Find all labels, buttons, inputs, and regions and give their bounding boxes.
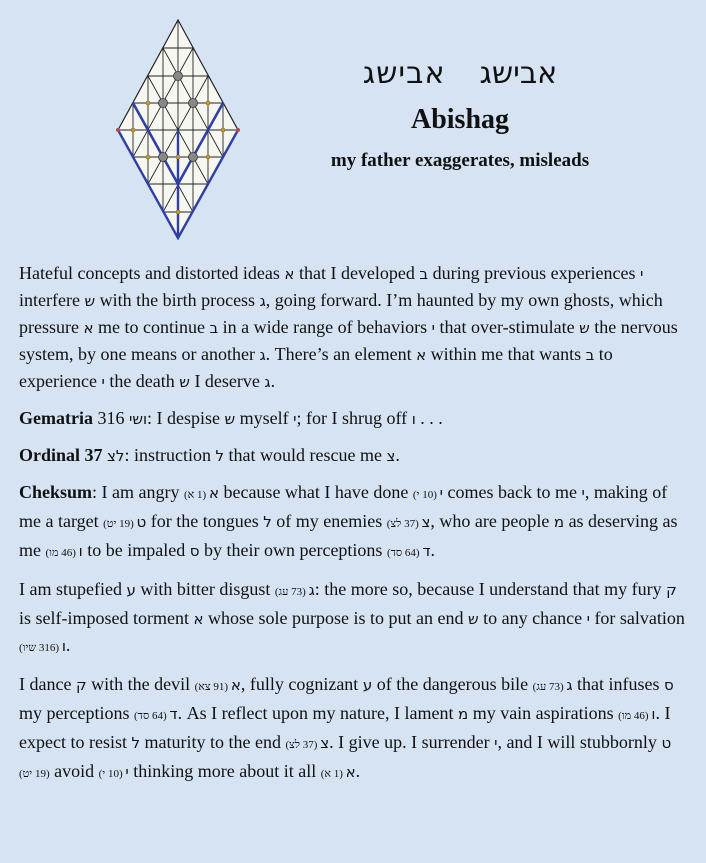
text-run: . As I reflect upon my nature, I lament — [177, 703, 458, 723]
paragraph — [19, 479, 687, 566]
paleo-letter: י — [439, 484, 443, 502]
text-run: me to continue — [93, 317, 210, 337]
paragraph — [19, 405, 687, 432]
text-run: the nervous system, by one means or another — [19, 317, 678, 364]
paleo-letter: י — [125, 763, 129, 781]
numeric-reference: (64 סד) — [386, 547, 423, 559]
text-run: myself — [235, 408, 294, 428]
text-run: my vain aspirations — [468, 703, 619, 723]
paleo-letter: ו — [78, 542, 83, 560]
text-run: , who are people — [430, 511, 554, 531]
text-run: with bitter disgust — [135, 579, 275, 599]
paleo-letter: ב — [209, 319, 219, 337]
numeric-reference: (91 צא) — [194, 681, 231, 693]
text-run: . — [430, 540, 436, 560]
paleo-letter: ק — [666, 581, 677, 599]
text-run: with the devil — [86, 674, 195, 694]
text-run: because what I have done — [218, 482, 413, 502]
text-run: that over-stimulate — [434, 317, 580, 337]
paleo-letter: ק — [75, 676, 87, 694]
paleo-letter: ע — [126, 581, 136, 599]
numeric-reference: (316 שיו) — [19, 642, 62, 654]
paragraph — [19, 442, 687, 469]
text-run: the death — [104, 371, 180, 391]
text-run: . There’s an element — [265, 344, 417, 364]
paragraph — [19, 576, 687, 661]
paleo-letter: צ — [386, 447, 396, 465]
text-run: I am stupefied — [19, 579, 127, 599]
numeric-reference: (10 י) — [412, 489, 440, 501]
text-run: I dance — [19, 674, 76, 694]
paleo-letter: ל — [215, 447, 224, 465]
numeric-reference: (73 עג) — [274, 586, 309, 598]
paleo-letter: ש — [179, 373, 190, 391]
paleo-letter: י — [431, 319, 435, 337]
paleo-letter: א — [83, 319, 94, 337]
commentary-body — [19, 260, 687, 797]
text-run: of the dangerous bile — [372, 674, 533, 694]
paleo-letter: א — [416, 346, 427, 364]
paleo-letter: ג — [259, 292, 266, 310]
text-run: . — [355, 761, 361, 781]
paleo-letter: י — [101, 373, 105, 391]
numeric-reference: (73 עג) — [532, 681, 567, 693]
text-run: that would rescue me — [223, 445, 387, 465]
paleo-letter: ש — [579, 319, 590, 337]
text-run: is self-imposed torment — [19, 608, 194, 628]
text-run: . I expect to resist — [19, 703, 671, 752]
title-scripts — [250, 50, 670, 96]
numeric-reference: (37 לצ) — [386, 518, 422, 530]
numeric-reference: (1 א) — [320, 768, 346, 780]
paleo-letter: א — [193, 610, 204, 628]
text-run: 316 — [92, 408, 129, 428]
paleo-hebrew-title: ג‎ש‎י‎ב‎א — [362, 55, 446, 91]
paleo-letter: צ — [421, 513, 431, 531]
numeric-reference: (1 א) — [184, 489, 209, 501]
paleo-letter: ש — [84, 292, 96, 310]
paleo-letter: ושי — [128, 410, 148, 428]
text-run: Hateful concepts and distorted ideas — [19, 263, 285, 283]
text-run: that I developed — [294, 263, 420, 283]
paleo-letter: מ — [457, 705, 469, 723]
paleo-letter: א — [208, 484, 219, 502]
text-run: maturity to the end — [140, 732, 286, 752]
paleo-letter: מ — [553, 513, 565, 531]
paleo-letter: א — [230, 676, 241, 694]
section-label: Gematria — [19, 408, 93, 428]
hebrew-title: אבישג — [479, 55, 558, 91]
paleo-letter: ס — [189, 542, 200, 560]
text-run: by their own perceptions — [199, 540, 387, 560]
paleo-letter: י — [640, 265, 644, 283]
paleo-letter: ט — [661, 734, 672, 752]
paleo-letter: ל — [263, 513, 272, 531]
text-run: whose sole purpose is to put an end — [203, 608, 468, 628]
text-run: . — [65, 635, 71, 655]
paleo-letter: ל — [131, 734, 140, 752]
section-label: Ordinal 37 — [19, 445, 103, 465]
numeric-reference: (46 מו) — [618, 710, 652, 722]
paleo-letter: ט — [136, 513, 147, 531]
text-run: : I am angry — [92, 482, 184, 502]
text-run: , making of me a target — [19, 482, 668, 531]
tree-of-life-diamond-diagram — [116, 18, 240, 240]
paleo-letter: ד — [169, 705, 178, 723]
text-run: my perceptions — [19, 703, 134, 723]
text-run: thinking more about it all — [128, 761, 321, 781]
paleo-letter: ו — [651, 705, 656, 723]
paleo-letter: ש — [224, 410, 236, 428]
text-run: to experience — [19, 344, 613, 391]
text-run: as deserving as me — [19, 511, 678, 560]
text-run: . — [395, 445, 400, 465]
english-name: Abishag — [410, 104, 510, 135]
paleo-letter: ע — [362, 676, 373, 694]
title-block — [250, 50, 670, 172]
text-run: I deserve — [189, 371, 265, 391]
numeric-reference: (37 לצ) — [285, 739, 321, 751]
paleo-letter: ו — [411, 410, 416, 428]
numeric-reference: (19 יט) — [103, 518, 137, 530]
numeric-reference: (64 סד) — [133, 710, 170, 722]
text-run: , and I will stubbornly — [497, 732, 662, 752]
section-label: Cheksum — [19, 482, 93, 502]
name-meaning: my father exaggerates, misleads — [330, 150, 590, 171]
paleo-letter: ג — [566, 676, 573, 694]
text-run: . . . — [415, 408, 443, 428]
text-run: during previous experiences — [428, 263, 641, 283]
text-run: in a wide range of behaviors — [218, 317, 432, 337]
text-run: . — [270, 371, 276, 391]
text-run: : instruction — [124, 445, 216, 465]
text-run: with the birth process — [95, 290, 260, 310]
paleo-letter: ס — [664, 676, 674, 694]
paleo-letter: ו — [61, 637, 66, 655]
paleo-letter: ב — [585, 346, 595, 364]
paleo-letter: י — [581, 484, 585, 502]
text-run: , fully cognizant — [240, 674, 363, 694]
paleo-letter: ג — [259, 346, 266, 364]
paleo-letter: א — [284, 265, 295, 283]
text-run: : I despise — [147, 408, 225, 428]
text-run: ; for I shrug off — [296, 408, 412, 428]
paleo-letter: ד — [422, 542, 431, 560]
text-run: avoid — [49, 761, 99, 781]
paleo-letter: י — [293, 410, 297, 428]
paleo-letter: ג — [308, 581, 315, 599]
paragraph — [19, 671, 687, 787]
numeric-reference: (19 יט) — [19, 768, 50, 780]
paleo-letter: צ — [320, 734, 330, 752]
text-run: to any chance — [478, 608, 587, 628]
text-run: of my enemies — [271, 511, 387, 531]
numeric-reference: (10 י) — [98, 768, 126, 780]
paragraph — [19, 260, 687, 395]
paleo-letter: ג — [264, 373, 271, 391]
text-run: interfere — [19, 290, 85, 310]
text-run: for salvation — [589, 608, 685, 628]
paleo-letter: לצ — [107, 447, 125, 465]
paleo-letter: י — [494, 734, 498, 752]
text-run: for the tongues — [146, 511, 264, 531]
paleo-letter: ש — [467, 610, 479, 628]
text-run: : the more so, because I understand that my fury — [314, 579, 667, 599]
text-run: . I give up. I surrender — [329, 732, 495, 752]
text-run: comes back to me — [442, 482, 582, 502]
paleo-letter: ב — [419, 265, 429, 283]
paleo-letter: י — [586, 610, 590, 628]
text-run: to be impaled — [82, 540, 190, 560]
numeric-reference: (46 מו) — [45, 547, 79, 559]
text-run: within me that wants — [426, 344, 586, 364]
paleo-letter: א — [345, 763, 356, 781]
text-run: , going forward. I’m haunted by my own ghosts, which pressure — [19, 290, 663, 337]
text-run: that infuses — [572, 674, 665, 694]
